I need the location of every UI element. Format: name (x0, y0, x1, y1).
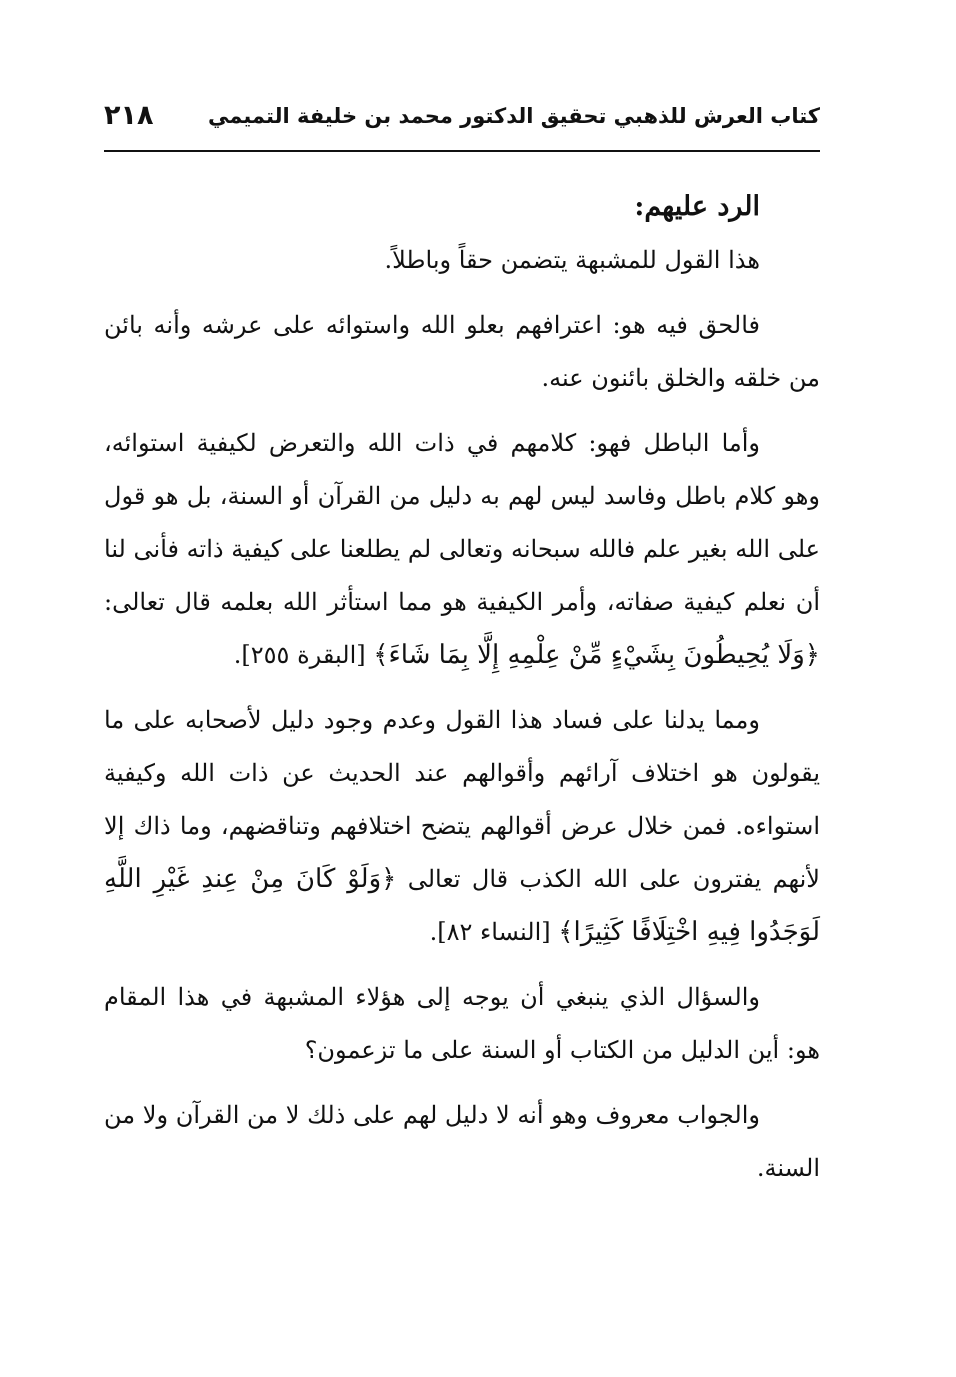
paragraph-3-text: وأما الباطل فهو: كلامهم في ذات الله والتعرض لكيفية استوائه، وهو كلام باطل وفاسد ليس لهم به دليل من القرآن أو السنة، بل هو قول على الله بغير علم فالله سبحانه وتعالى لم يطلعنا على كيفية ذاته فأنى لنا أن نعلم كيفية صفاته، وأمر الكيفية هو مما استأثر الله بعلمه قال تعالى: (104, 429, 820, 616)
quran-verse-nisa: ﴿وَلَوْ كَانَ مِنْ عِندِ غَيْرِ اللَّهِ لَوَجَدُوا فِيهِ اخْتِلَافًا كَثِيرًا﴾ (104, 864, 820, 947)
paragraph-2: فالحق فيه هو: اعترافهم بعلو الله واستوائه على عرشه وأنه بائن من خلقه والخلق بائنون عنه. (104, 311, 820, 392)
paragraph-1: هذا القول للمشبهة يتضمن حقاً وباطلاً. (384, 246, 760, 274)
paragraph-3 (104, 417, 820, 682)
paragraph-6: والجواب معروف وهو أنه لا دليل لهم على ذلك لا من القرآن ولا من السنة. (104, 1101, 820, 1182)
verse-reference-nisa: [النساء ٨٢]. (429, 918, 551, 946)
section-heading: الرد عليهم: (634, 191, 760, 222)
page-number: ٢١٨ (104, 100, 154, 131)
running-title: كتاب العرش للذهبي تحقيق الدكتور محمد بن خليفة التميمي (208, 104, 820, 128)
page-body (104, 180, 820, 1195)
paragraph-5: والسؤال الذي ينبغي أن يوجه إلى هؤلاء المشبهة في هذا المقام هو: أين الدليل من الكتاب أو السنة على ما تزعمون؟ (104, 983, 820, 1064)
paragraph-4 (104, 694, 820, 959)
quran-verse-baqarah: ﴿وَلَا يُحِيطُونَ بِشَيْءٍ مِّنْ عِلْمِهِ إِلَّا بِمَا شَاءَ﴾ (373, 640, 820, 670)
paragraph-4-text: ومما يدلنا على فساد هذا القول وعدم وجود دليل لأصحابه على ما يقولون هو اختلاف آرائهم وأقوالهم عند الحديث عن ذات الله وكيفية استواءه. فمن خلال عرض أقوالهم يتضح اختلافهم وتناقضهم، وما ذاك إلا لأنهم يفترون على الله الكذب قال تعالى (104, 706, 820, 893)
header-divider (104, 150, 820, 152)
verse-reference-baqarah: [البقرة ٢٥٥]. (233, 641, 366, 669)
page-header (104, 100, 820, 144)
